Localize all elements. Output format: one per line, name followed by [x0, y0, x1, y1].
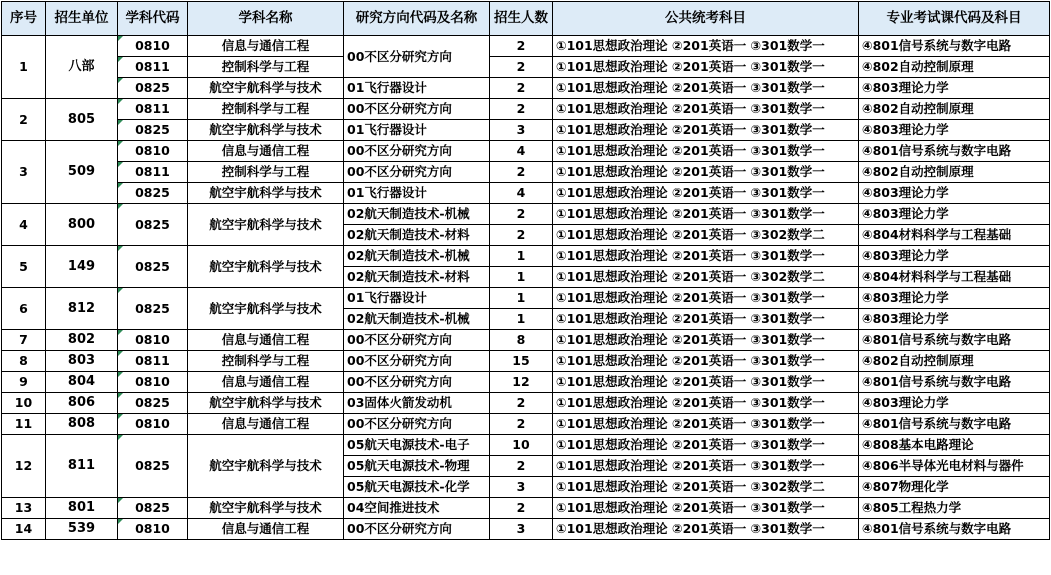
public-exam-cell: ①101思想政治理论 ②201英语一 ③301数学一: [553, 57, 859, 78]
enrollment-count-cell: 12: [490, 372, 553, 393]
subject-code-cell: 0810: [118, 519, 188, 540]
subject-name-cell: 控制科学与工程: [188, 57, 344, 78]
enrollment-count-cell: 8: [490, 330, 553, 351]
unit-cell: 801: [46, 498, 118, 519]
research-direction-cell: 00不区分研究方向: [344, 162, 490, 183]
research-direction-cell: 02航天制造技术-机械: [344, 246, 490, 267]
research-direction-cell: 00不区分研究方向: [344, 99, 490, 120]
serial-number-cell: 14: [2, 519, 46, 540]
professional-exam-cell: ④803理论力学: [859, 309, 1050, 330]
table-row: [2, 141, 1050, 162]
subject-code-cell: 0825: [118, 435, 188, 498]
subject-name-cell: 控制科学与工程: [188, 351, 344, 372]
subject-code-cell: 0825: [118, 204, 188, 246]
subject-name-cell: 航空宇航科学与技术: [188, 78, 344, 99]
research-direction-cell: 00不区分研究方向: [344, 141, 490, 162]
serial-number-cell: 11: [2, 414, 46, 435]
research-direction-cell: 02航天制造技术-材料: [344, 267, 490, 288]
unit-cell: 803: [46, 351, 118, 372]
professional-exam-cell: ④801信号系统与数字电路: [859, 330, 1050, 351]
enrollment-count-cell: 2: [490, 57, 553, 78]
public-exam-cell: ①101思想政治理论 ②201英语一 ③301数学一: [553, 456, 859, 477]
professional-exam-cell: ④803理论力学: [859, 246, 1050, 267]
header-row: [2, 2, 1050, 36]
research-direction-cell: 00不区分研究方向: [344, 330, 490, 351]
research-direction-cell: 05航天电源技术-物理: [344, 456, 490, 477]
research-direction-cell: 05航天电源技术-化学: [344, 477, 490, 498]
subject-name-cell: 信息与通信工程: [188, 36, 344, 57]
public-exam-cell: ①101思想政治理论 ②201英语一 ③301数学一: [553, 162, 859, 183]
table-row: [2, 120, 1050, 141]
public-exam-cell: ①101思想政治理论 ②201英语一 ③301数学一: [553, 246, 859, 267]
research-direction-cell: 02航天制造技术-机械: [344, 309, 490, 330]
table-row: [2, 435, 1050, 456]
table-row: [2, 288, 1050, 309]
unit-cell: 509: [46, 141, 118, 204]
professional-exam-cell: ④801信号系统与数字电路: [859, 141, 1050, 162]
subject-code-cell: 0810: [118, 141, 188, 162]
subject-name-cell: 信息与通信工程: [188, 141, 344, 162]
unit-cell: 802: [46, 330, 118, 351]
subject-code-cell: 0810: [118, 330, 188, 351]
subject-name-cell: 航空宇航科学与技术: [188, 498, 344, 519]
enrollment-count-cell: 2: [490, 36, 553, 57]
subject-name-cell: 航空宇航科学与技术: [188, 204, 344, 246]
table-row: [2, 519, 1050, 540]
professional-exam-cell: ④803理论力学: [859, 393, 1050, 414]
unit-cell: 805: [46, 99, 118, 141]
public-exam-cell: ①101思想政治理论 ②201英语一 ③301数学一: [553, 330, 859, 351]
professional-exam-cell: ④805工程热力学: [859, 498, 1050, 519]
table-row: [2, 414, 1050, 435]
subject-code-cell: 0825: [118, 288, 188, 330]
public-exam-cell: ①101思想政治理论 ②201英语一 ③301数学一: [553, 36, 859, 57]
subject-name-cell: 信息与通信工程: [188, 414, 344, 435]
table-row: [2, 162, 1050, 183]
header-cell: 序号: [2, 2, 46, 36]
professional-exam-cell: ④802自动控制原理: [859, 57, 1050, 78]
research-direction-cell: 03固体火箭发动机: [344, 393, 490, 414]
public-exam-cell: ①101思想政治理论 ②201英语一 ③301数学一: [553, 141, 859, 162]
serial-number-cell: 3: [2, 141, 46, 204]
header-cell: 学科名称: [188, 2, 344, 36]
enrollment-count-cell: 4: [490, 183, 553, 204]
professional-exam-cell: ④801信号系统与数字电路: [859, 414, 1050, 435]
admissions-table: [1, 1, 1050, 540]
unit-cell: 804: [46, 372, 118, 393]
subject-code-cell: 0811: [118, 57, 188, 78]
subject-code-cell: 0825: [118, 120, 188, 141]
subject-name-cell: 航空宇航科学与技术: [188, 393, 344, 414]
enrollment-count-cell: 3: [490, 477, 553, 498]
public-exam-cell: ①101思想政治理论 ②201英语一 ③302数学二: [553, 477, 859, 498]
table-row: [2, 498, 1050, 519]
subject-name-cell: 航空宇航科学与技术: [188, 120, 344, 141]
enrollment-count-cell: 2: [490, 204, 553, 225]
professional-exam-cell: ④808基本电路理论: [859, 435, 1050, 456]
subject-code-cell: 0825: [118, 78, 188, 99]
subject-code-cell: 0811: [118, 162, 188, 183]
professional-exam-cell: ④804材料科学与工程基础: [859, 225, 1050, 246]
subject-name-cell: 信息与通信工程: [188, 519, 344, 540]
table-row: [2, 36, 1050, 57]
professional-exam-cell: ④804材料科学与工程基础: [859, 267, 1050, 288]
professional-exam-cell: ④803理论力学: [859, 78, 1050, 99]
enrollment-count-cell: 10: [490, 435, 553, 456]
research-direction-cell: 02航天制造技术-材料: [344, 225, 490, 246]
subject-name-cell: 航空宇航科学与技术: [188, 435, 344, 498]
research-direction-cell: 00不区分研究方向: [344, 414, 490, 435]
subject-code-cell: 0825: [118, 183, 188, 204]
research-direction-cell: 02航天制造技术-机械: [344, 204, 490, 225]
enrollment-count-cell: 2: [490, 498, 553, 519]
public-exam-cell: ①101思想政治理论 ②201英语一 ③301数学一: [553, 120, 859, 141]
public-exam-cell: ①101思想政治理论 ②201英语一 ③301数学一: [553, 78, 859, 99]
enrollment-count-cell: 1: [490, 309, 553, 330]
subject-name-cell: 控制科学与工程: [188, 162, 344, 183]
enrollment-count-cell: 2: [490, 393, 553, 414]
serial-number-cell: 8: [2, 351, 46, 372]
enrollment-count-cell: 4: [490, 141, 553, 162]
table-row: [2, 393, 1050, 414]
professional-exam-cell: ④802自动控制原理: [859, 162, 1050, 183]
subject-code-cell: 0810: [118, 414, 188, 435]
public-exam-cell: ①101思想政治理论 ②201英语一 ③301数学一: [553, 288, 859, 309]
serial-number-cell: 10: [2, 393, 46, 414]
subject-code-cell: 0810: [118, 372, 188, 393]
header-cell: 学科代码: [118, 2, 188, 36]
enrollment-count-cell: 3: [490, 120, 553, 141]
public-exam-cell: ①101思想政治理论 ②201英语一 ③301数学一: [553, 498, 859, 519]
unit-cell: 149: [46, 246, 118, 288]
serial-number-cell: 6: [2, 288, 46, 330]
enrollment-count-cell: 1: [490, 267, 553, 288]
enrollment-count-cell: 2: [490, 78, 553, 99]
research-direction-cell: 01飞行器设计: [344, 288, 490, 309]
table-row: [2, 57, 1050, 78]
research-direction-cell: 05航天电源技术-电子: [344, 435, 490, 456]
enrollment-count-cell: 2: [490, 456, 553, 477]
professional-exam-cell: ④801信号系统与数字电路: [859, 519, 1050, 540]
table-row: [2, 99, 1050, 120]
serial-number-cell: 5: [2, 246, 46, 288]
unit-cell: 539: [46, 519, 118, 540]
enrollment-count-cell: 1: [490, 288, 553, 309]
subject-code-cell: 0825: [118, 498, 188, 519]
research-direction-cell: 01飞行器设计: [344, 183, 490, 204]
professional-exam-cell: ④803理论力学: [859, 288, 1050, 309]
enrollment-count-cell: 15: [490, 351, 553, 372]
serial-number-cell: 1: [2, 36, 46, 99]
unit-cell: 808: [46, 414, 118, 435]
serial-number-cell: 9: [2, 372, 46, 393]
research-direction-cell: 01飞行器设计: [344, 78, 490, 99]
table-row: [2, 372, 1050, 393]
serial-number-cell: 2: [2, 99, 46, 141]
enrollment-count-cell: 2: [490, 225, 553, 246]
subject-code-cell: 0811: [118, 351, 188, 372]
unit-cell: 806: [46, 393, 118, 414]
public-exam-cell: ①101思想政治理论 ②201英语一 ③301数学一: [553, 393, 859, 414]
table-row: [2, 330, 1050, 351]
header-cell: 专业考试课代码及科目: [859, 2, 1050, 36]
public-exam-cell: ①101思想政治理论 ②201英语一 ③301数学一: [553, 435, 859, 456]
research-direction-cell: 00不区分研究方向: [344, 372, 490, 393]
research-direction-cell: 00不区分研究方向: [344, 36, 490, 78]
table-row: [2, 204, 1050, 225]
professional-exam-cell: ④803理论力学: [859, 183, 1050, 204]
professional-exam-cell: ④802自动控制原理: [859, 99, 1050, 120]
serial-number-cell: 4: [2, 204, 46, 246]
public-exam-cell: ①101思想政治理论 ②201英语一 ③301数学一: [553, 414, 859, 435]
subject-name-cell: 航空宇航科学与技术: [188, 183, 344, 204]
professional-exam-cell: ④801信号系统与数字电路: [859, 36, 1050, 57]
serial-number-cell: 12: [2, 435, 46, 498]
public-exam-cell: ①101思想政治理论 ②201英语一 ③301数学一: [553, 351, 859, 372]
unit-cell: 811: [46, 435, 118, 498]
professional-exam-cell: ④806半导体光电材料与器件: [859, 456, 1050, 477]
table-row: [2, 351, 1050, 372]
professional-exam-cell: ④807物理化学: [859, 477, 1050, 498]
public-exam-cell: ①101思想政治理论 ②201英语一 ③302数学二: [553, 225, 859, 246]
professional-exam-cell: ④801信号系统与数字电路: [859, 372, 1050, 393]
subject-name-cell: 信息与通信工程: [188, 372, 344, 393]
unit-cell: 800: [46, 204, 118, 246]
enrollment-count-cell: 2: [490, 99, 553, 120]
research-direction-cell: 00不区分研究方向: [344, 351, 490, 372]
table-row: [2, 246, 1050, 267]
table-row: [2, 183, 1050, 204]
public-exam-cell: ①101思想政治理论 ②201英语一 ③302数学二: [553, 267, 859, 288]
header-cell: 招生单位: [46, 2, 118, 36]
enrollment-count-cell: 3: [490, 519, 553, 540]
serial-number-cell: 13: [2, 498, 46, 519]
public-exam-cell: ①101思想政治理论 ②201英语一 ③301数学一: [553, 309, 859, 330]
professional-exam-cell: ④803理论力学: [859, 120, 1050, 141]
subject-name-cell: 航空宇航科学与技术: [188, 246, 344, 288]
unit-cell: 812: [46, 288, 118, 330]
subject-name-cell: 航空宇航科学与技术: [188, 288, 344, 330]
subject-code-cell: 0810: [118, 36, 188, 57]
public-exam-cell: ①101思想政治理论 ②201英语一 ③301数学一: [553, 519, 859, 540]
subject-name-cell: 信息与通信工程: [188, 330, 344, 351]
header-cell: 研究方向代码及名称: [344, 2, 490, 36]
enrollment-count-cell: 2: [490, 414, 553, 435]
research-direction-cell: 00不区分研究方向: [344, 519, 490, 540]
subject-code-cell: 0825: [118, 246, 188, 288]
public-exam-cell: ①101思想政治理论 ②201英语一 ③301数学一: [553, 372, 859, 393]
public-exam-cell: ①101思想政治理论 ②201英语一 ③301数学一: [553, 183, 859, 204]
unit-cell: 八部: [46, 36, 118, 99]
enrollment-count-cell: 1: [490, 246, 553, 267]
professional-exam-cell: ④802自动控制原理: [859, 351, 1050, 372]
research-direction-cell: 04空间推进技术: [344, 498, 490, 519]
header-cell: 招生人数: [490, 2, 553, 36]
subject-name-cell: 控制科学与工程: [188, 99, 344, 120]
enrollment-count-cell: 2: [490, 162, 553, 183]
header-cell: 公共统考科目: [553, 2, 859, 36]
table-row: [2, 78, 1050, 99]
subject-code-cell: 0825: [118, 393, 188, 414]
public-exam-cell: ①101思想政治理论 ②201英语一 ③301数学一: [553, 99, 859, 120]
research-direction-cell: 01飞行器设计: [344, 120, 490, 141]
serial-number-cell: 7: [2, 330, 46, 351]
public-exam-cell: ①101思想政治理论 ②201英语一 ③301数学一: [553, 204, 859, 225]
professional-exam-cell: ④803理论力学: [859, 204, 1050, 225]
subject-code-cell: 0811: [118, 99, 188, 120]
